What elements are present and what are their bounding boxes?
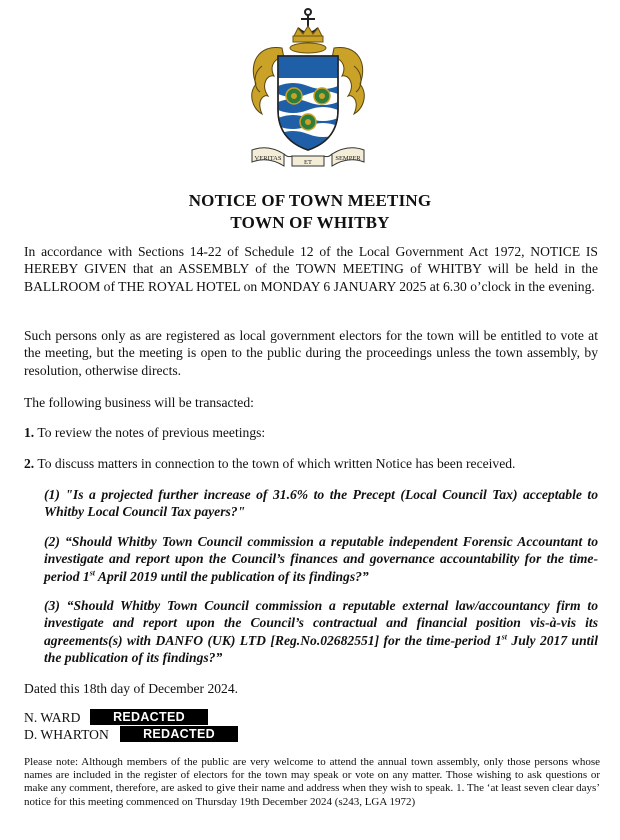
dated-line: Dated this 18th day of December 2024. bbox=[24, 681, 239, 696]
business-item-2 bbox=[24, 455, 598, 472]
signatory-2: D. WHARTON bbox=[24, 727, 109, 742]
item-number: 1. bbox=[24, 425, 35, 440]
redaction-bar: REDACTED bbox=[120, 726, 238, 742]
item-text: To discuss matters in connection to the town of which written Notice has been received. bbox=[34, 456, 516, 471]
whitby-coat-of-arms bbox=[238, 4, 378, 170]
item-text: To review the notes of previous meetings: bbox=[34, 425, 266, 440]
question-1: (1) "Is a projected further increase of 31.6% to the Precept (Local Council Tax) acceptable to Whitby Local Council Tax payers?" bbox=[44, 487, 598, 520]
question-2 bbox=[44, 533, 598, 585]
question-text: (3) “Should Whitby Town Council commission a reputable external law/accountancy firm to investigate and report upon the Council’s contractual and financial position vis-à-vis its agreements(s) with DANFO (UK) LTD [Reg.No.02682551] for the time-period 1 bbox=[44, 598, 598, 648]
question-text: (2) “Should Whitby Town Council commission a reputable independent Forensic Accountant to investigate and report upon the Council’s finances and governance accountability for the time-period 1 bbox=[44, 534, 598, 584]
motto-middle: ET bbox=[304, 159, 312, 166]
please-note: Please note: Although members of the public are very welcome to attend the annual town assembly, only those persons whose names are included in the register of electors for the town may speak or vote on any matter. Those wishing to ask questions or make any comment, therefore, are asked to give their name and address when they wish to speak. 1. The ‘at least seven clear days’ notice for this meeting commenced on Thursday 19th December 2024 (s243, LGA 1972) bbox=[24, 756, 600, 808]
question-text: April 2019 until the publication of its findings?” bbox=[95, 568, 369, 584]
signatory-1: N. WARD bbox=[24, 710, 81, 725]
electors-paragraph: Such persons only as are registered as local government electors for the town will be entitled to vote at the meeting, but the meeting is open to the public during the proceedings unless the town assembly, by resolution, otherwise directs. bbox=[24, 328, 598, 378]
question-3 bbox=[44, 597, 598, 667]
shield-icon bbox=[278, 56, 338, 150]
meeting-announcement-paragraph: In accordance with Sections 14-22 of Schedule 12 of the Local Government Act 1972, NOTICE IS HEREBY GIVEN that an ASSEMBLY of the TOWN MEETING of WHITBY will be held in the BALLROOM of THE ROYAL HOTEL on MONDAY 6 JANUARY 2025 at 6.30 o’clock in the evening. bbox=[24, 244, 598, 294]
business-intro: The following business will be transacted: bbox=[24, 395, 254, 410]
redaction-bar: REDACTED bbox=[90, 709, 208, 725]
crown-icon bbox=[293, 26, 323, 42]
motto-left: VERITAS bbox=[254, 155, 282, 162]
motto-right: SEMPER bbox=[335, 155, 361, 162]
business-item-1 bbox=[24, 424, 598, 441]
notice-title: NOTICE OF TOWN MEETING bbox=[188, 191, 432, 210]
item-number: 2. bbox=[24, 456, 35, 471]
question-text: July 2017 until the publication of its findings?” bbox=[44, 632, 598, 666]
notice-subtitle: TOWN OF WHITBY bbox=[230, 213, 390, 232]
ordinal-suffix: st bbox=[89, 568, 96, 578]
ordinal-suffix: st bbox=[501, 632, 507, 642]
